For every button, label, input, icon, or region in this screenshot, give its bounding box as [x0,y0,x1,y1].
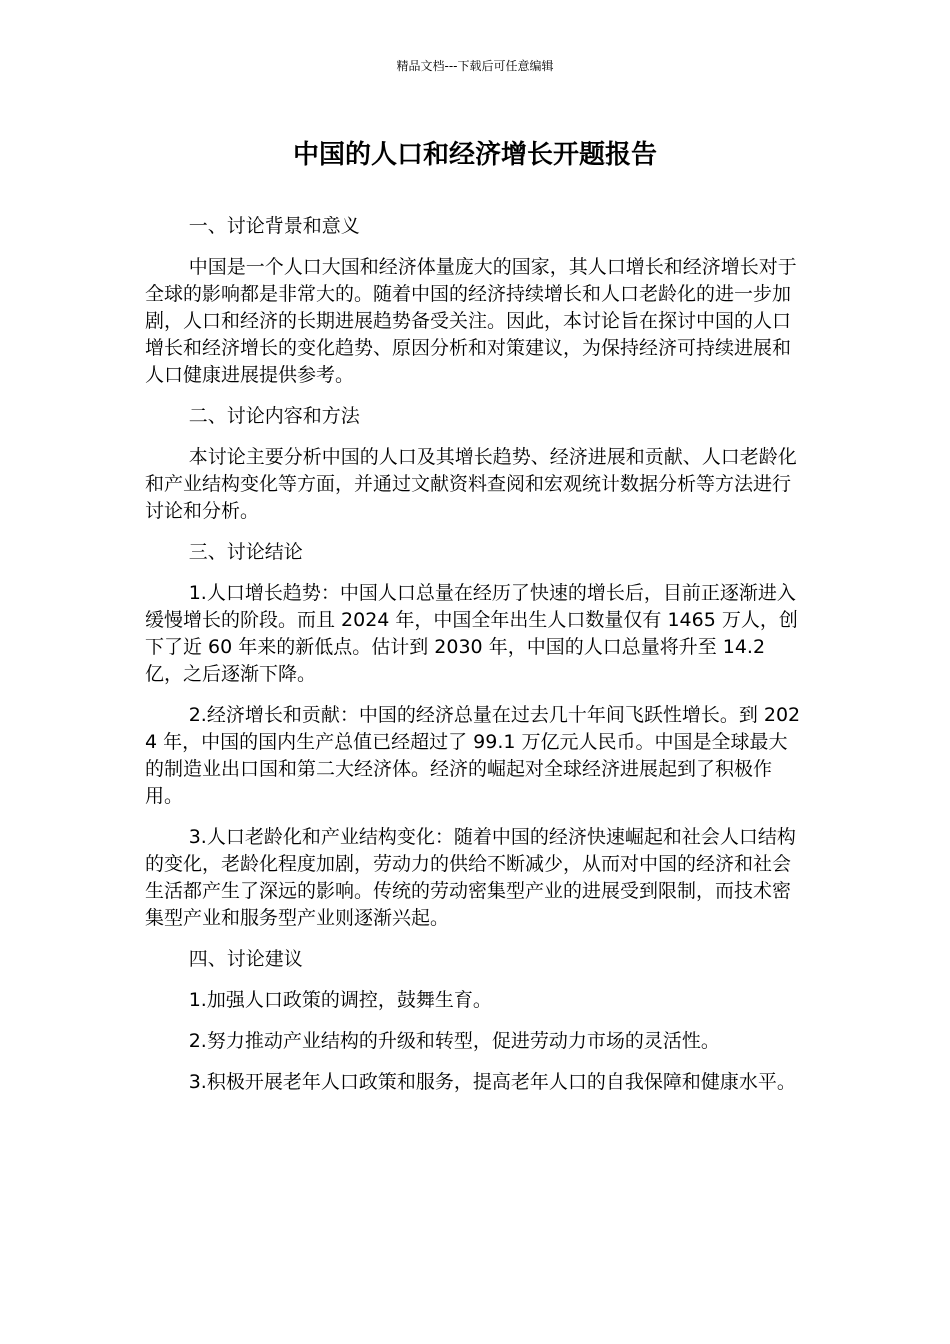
paragraph-suggestion-1: 1.加强人口政策的调控，鼓舞生育。 [188,989,492,1011]
paragraph-suggestion-2: 2.努力推动产业结构的升级和转型，促进劳动力市场的灵活性。 [188,1030,720,1052]
paragraph-background: 中国是一个人口大国和经济体量庞大的国家，其人口增长和经济增长对于全球的影响都是非常大的。随着中国的经济持续增长和人口老龄化的进一步加剧，人口和经济的长期进展趋势备受关注。因此，本讨论旨在探讨中国的人口增长和经济增长的变化趋势、原因分析和对策建议，为保持经济可持续进展和人口健康进展提供参考。 [145,256,797,386]
section-heading-conclusion: 三、讨论结论 [188,541,303,563]
document-title: 中国的人口和经济增长开题报告 [292,140,657,170]
paragraph-suggestion-3: 3.积极开展老年人口政策和服务，提高老年人口的自我保障和健康水平。 [188,1071,796,1093]
paragraph-conclusion-population: 1.人口增长趋势：中国人口总量在经历了快速的增长后，目前正逐渐进入缓慢增长的阶段。而且 2024 年，中国全年出生人口数量仅有 1465 万人，创下了近 60 年来的新低点。估计到 2030 年，中国的人口总量将升至 14.2 亿，之后逐渐下降。 [145,582,798,685]
document-body [145,213,805,1110]
section-heading-content-method: 二、讨论内容和方法 [188,405,360,427]
paragraph-content-method: 本讨论主要分析中国的人口及其增长趋势、经济进展和贡献、人口老龄化和产业结构变化等方面，并通过文献资料查阅和宏观统计数据分析等方法进行讨论和分析。 [145,446,797,522]
page-header: 精品文档---下载后可任意编辑 [396,59,554,73]
paragraph-conclusion-aging: 3.人口老龄化和产业结构变化：随着中国的经济快速崛起和社会人口结构的变化，老龄化程度加剧，劳动力的供给不断减少，从而对中国的经济和社会生活都产生了深远的影响。传统的劳动密集型产业的进展受到限制，而技术密集型产业和服务型产业则逐渐兴起。 [145,826,796,929]
section-heading-background: 一、讨论背景和意义 [188,215,360,237]
section-heading-suggestions: 四、讨论建议 [188,948,303,970]
paragraph-conclusion-economy: 2.经济增长和贡献：中国的经济总量在过去几十年间飞跃性增长。到 2024 年，中国的国内生产总值已经超过了 99.1 万亿元人民币。中国是全球最大的制造业出口国和第二大经济体。经济的崛起对全球经济进展起到了积极作用。 [145,704,801,807]
